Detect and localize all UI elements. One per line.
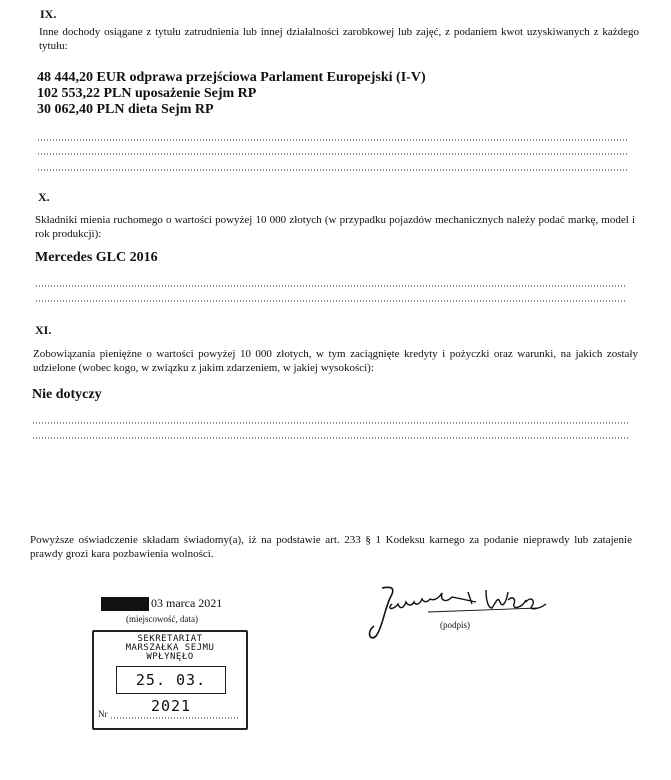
section-ix-text: Inne dochody osiągane z tytułu zatrudnienia lub innej działalności zarobkowej lub zajęć, z podaniem kwot uzyskiwanych z każdego tytułu: — [39, 26, 639, 52]
section-xi-heading: XI. — [35, 323, 52, 337]
income-entry-2: 102 553,22 PLN uposażenie Sejm RP — [37, 86, 257, 101]
section-ix-heading: IX. — [40, 7, 57, 21]
stamp-line-3: WPŁYNĘŁO — [146, 652, 194, 662]
section-x-heading: X. — [38, 190, 50, 204]
section-x-text: Składniki mienia ruchomego o wartości powyżej 10 000 złotych (w przypadku pojazdów mechanicznych należy podać markę, model i rok produkcji): — [35, 214, 635, 240]
stamp-nr-dotted-line — [110, 717, 238, 719]
stamp-line-1: SEKRETARIAT — [137, 634, 203, 644]
movable-assets-answer: Mercedes GLC 2016 — [35, 250, 158, 265]
income-entry-3: 30 062,40 PLN dieta Sejm RP — [37, 102, 214, 117]
handwritten-signature — [368, 582, 558, 642]
place-date-label: (miejscowość, data) — [126, 614, 198, 624]
dotted-line — [35, 285, 627, 287]
dotted-line — [37, 153, 629, 155]
stamp-date: 25. 03. 2021 — [116, 666, 226, 694]
dotted-line — [32, 437, 630, 439]
redaction-bar — [101, 597, 149, 611]
dotted-line — [32, 422, 630, 424]
dotted-line — [37, 169, 629, 171]
dotted-line — [37, 139, 629, 141]
liabilities-answer: Nie dotyczy — [32, 387, 102, 402]
income-entry-1: 48 444,20 EUR odprawa przejściowa Parlament Europejski (I-V) — [37, 70, 426, 85]
registry-stamp — [92, 630, 248, 730]
section-xi-text: Zobowiązania pieniężne o wartości powyżej 10 000 złotych, w tym zaciągnięte kredyty i pożyczki oraz warunki, na jakich zostały udzielone (wobec kogo, w związku z jakim zdarzeniem, w jakiej wysokości): — [33, 348, 638, 374]
declaration-text: Powyższe oświadczenie składam świadomy(a), iż na podstawie art. 233 § 1 Kodeksu karnego za podanie nieprawdy lub zatajenie prawdy grozi kara pozbawienia wolności. — [30, 534, 632, 560]
stamp-line-2: MARSZAŁKA SEJMU — [125, 643, 215, 653]
place-date-value: 03 marca 2021 — [151, 596, 223, 610]
signature-label: (podpis) — [440, 620, 470, 630]
stamp-nr-label: Nr — [98, 709, 108, 719]
dotted-line — [35, 300, 627, 302]
